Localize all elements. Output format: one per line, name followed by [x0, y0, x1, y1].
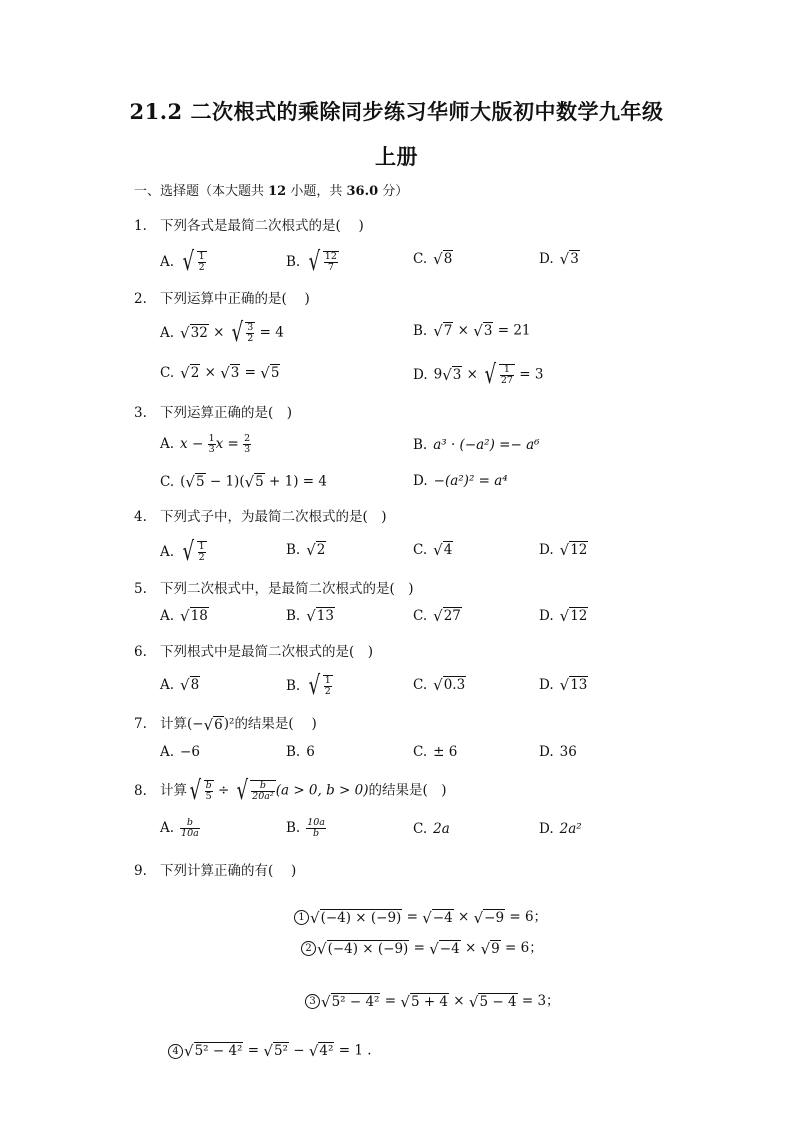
q5-option-c[interactable]: C. √27 — [413, 607, 461, 625]
statement-3: 3 √5² − 4² = √5 + 4 × √5 − 4 = 3； — [305, 989, 560, 1011]
question-number: 5. — [134, 581, 147, 597]
document-title-line2: 上册 — [375, 144, 418, 169]
q1-option-c[interactable] — [413, 250, 453, 268]
q2-option-d[interactable]: D. 9√3 × √ $\frac{1}{27}$ = 3 — [413, 360, 544, 390]
option-label: C. — [413, 676, 428, 693]
q5-option-d[interactable]: D. √12 — [539, 607, 588, 625]
option-label: D. — [539, 607, 554, 624]
q3-option-d[interactable]: D. −(a²)² = a⁴ — [413, 473, 508, 489]
q1-option-d[interactable] — [539, 250, 580, 268]
option-label: C. — [160, 473, 175, 490]
question-number: 6. — [134, 644, 147, 660]
option-label: D. — [413, 366, 428, 383]
q4-option-a[interactable]: A. √ $\frac{1}{2}$ — [160, 537, 205, 567]
question-stem: 计算 — [160, 782, 187, 799]
option-label: B. — [286, 820, 301, 836]
q3-option-c[interactable]: C. (√5 − 1)(√5 + 1) = 4 — [160, 473, 327, 491]
option-label: B. — [286, 677, 301, 694]
option-label: D. — [539, 744, 554, 760]
q8-option-b[interactable]: B. $\frac{10a}{b}$ — [286, 817, 325, 839]
q7-option-b[interactable]: B. 6 — [286, 744, 315, 760]
q4-option-d[interactable]: D. √12 — [539, 541, 588, 559]
circled-number: 1 — [294, 910, 309, 925]
question-stem: 下列根式中是最简二次根式的是( ) — [160, 644, 374, 660]
question-stem: 计算 — [160, 716, 187, 732]
question-stem: 下列运算正确的是( ) — [160, 405, 293, 421]
question-9 — [134, 859, 296, 879]
q7-option-a[interactable]: A. −6 — [160, 744, 200, 760]
option-label: B. — [286, 253, 301, 270]
question-number: 3. — [134, 405, 147, 421]
q5-option-b[interactable]: B. √13 — [286, 607, 334, 625]
option-label: D. — [539, 676, 554, 693]
q7-option-c[interactable]: C. ± 6 — [413, 744, 458, 760]
q1-option-a[interactable] — [160, 247, 207, 277]
section-suffix: 分） — [378, 184, 409, 199]
option-label: D. — [539, 250, 554, 267]
q6-option-d[interactable]: D. √13 — [539, 676, 588, 694]
q6-option-c[interactable]: C. √0.3 — [413, 676, 466, 694]
sqrt-expression: √8 — [433, 250, 453, 268]
question-stem: 下列运算中正确的是( ) — [160, 291, 310, 307]
question-2 — [134, 287, 310, 307]
document-title-line1: 21.2 二次根式的乘除同步练习华师大版初中数学九年级 — [129, 99, 664, 124]
q2-option-c[interactable]: C. √2 × √3 = √5 — [160, 364, 280, 382]
option-label: A. — [160, 436, 175, 452]
question-7: 7. 计算(−√6)²的结果是( ) — [134, 715, 317, 734]
question-count: 12 — [268, 184, 287, 199]
option-label: B. — [286, 541, 301, 558]
option-label: B. — [413, 437, 428, 453]
question-stem: 下列各式是最简二次根式的是( ) — [160, 218, 364, 234]
q5-option-a[interactable]: A. √18 — [160, 607, 208, 625]
statement-1: 1 √(−4) × (−9) = √−4 × √−9 = 6； — [294, 905, 547, 927]
option-label: A. — [160, 607, 175, 624]
statement-2: 2 √(−4) × (−9) = √−4 × √9 = 6； — [301, 936, 543, 958]
option-label: B. — [286, 744, 301, 760]
section-middle: 小题，共 — [286, 184, 347, 199]
circled-number: 2 — [301, 941, 316, 956]
question-number: 8. — [134, 782, 147, 799]
sqrt-expression: √ $\frac{12}{7}$ — [308, 247, 337, 277]
option-label: A. — [160, 820, 175, 836]
q2-option-a[interactable]: A. √32 × √ $\frac{3}{2}$ = 4 — [160, 318, 284, 348]
question-1 — [134, 214, 364, 234]
fraction: $\frac{1}{2}$ — [198, 251, 205, 273]
question-number: 7. — [134, 716, 147, 732]
q2-option-b[interactable]: B. √7 × √3 = 21 — [413, 322, 531, 340]
q8-option-a[interactable]: A. $\frac{b}{10a}$ — [160, 817, 199, 839]
option-label: D. — [539, 821, 554, 837]
option-label: A. — [160, 253, 175, 270]
section-prefix: 一、选择题（本大题共 — [134, 184, 269, 199]
question-number: 4. — [134, 509, 147, 525]
option-label: C. — [413, 821, 428, 837]
q7-option-d[interactable]: D. 36 — [539, 744, 577, 760]
option-label: B. — [286, 607, 301, 624]
option-label: C. — [413, 744, 428, 760]
question-number: 9. — [134, 863, 147, 879]
question-stem: 下列计算正确的有( ) — [160, 863, 297, 879]
option-label: B. — [413, 322, 428, 339]
question-stem: 下列式子中，为最简二次根式的是( ) — [160, 509, 387, 525]
option-label: C. — [413, 607, 428, 624]
circled-number: 3 — [305, 994, 320, 1009]
option-label: A. — [160, 744, 175, 760]
statement-4: 4 √5² − 4² = √5² − √4² = 1 . — [168, 1042, 372, 1060]
sqrt-expression: √ $\frac{1}{2}$ — [182, 247, 205, 277]
section-heading — [134, 180, 408, 199]
option-label: C. — [413, 541, 428, 558]
option-label: C. — [160, 364, 175, 381]
fraction: $\frac{12}{7}$ — [324, 251, 337, 273]
question-number: 2. — [134, 291, 147, 307]
question-stem: 下列二次根式中，是最简二次根式的是( ) — [160, 581, 414, 597]
question-4 — [134, 505, 387, 525]
option-label: C. — [413, 250, 428, 267]
q3-option-b[interactable]: B. a³ · (−a²) =− a⁶ — [413, 437, 540, 453]
q4-option-b[interactable]: B. √2 — [286, 541, 326, 559]
q8-option-d[interactable]: D. 2a² — [539, 821, 582, 837]
q8-option-c[interactable]: C. 2a — [413, 821, 450, 837]
question-6 — [134, 640, 373, 660]
sqrt-expression: √3 — [559, 250, 579, 268]
question-number: 1. — [134, 218, 147, 234]
option-label: D. — [413, 473, 428, 489]
option-label: A. — [160, 676, 175, 693]
q1-option-b[interactable] — [286, 247, 339, 277]
q4-option-c[interactable]: C. √4 — [413, 541, 453, 559]
option-label: A. — [160, 324, 175, 341]
option-label: A. — [160, 543, 175, 560]
option-label: D. — [539, 541, 554, 558]
q3-option-a[interactable]: A. x − $\frac{1}{3}$ x = $\frac{2}{3}$ — [160, 433, 251, 455]
question-3 — [134, 401, 292, 421]
q6-option-b[interactable]: B. √ $\frac{1}{2}$ — [286, 671, 331, 701]
question-8: 8. 计算√ $\frac{b}{5}$ ÷ √ $\frac{b}{\text{20a²}}$ (a > 0, b > 0)的结果是( ) — [134, 776, 447, 806]
question-5 — [134, 577, 414, 597]
q6-option-a[interactable]: A. √8 — [160, 676, 200, 694]
total-score: 36.0 — [346, 184, 379, 199]
circled-number: 4 — [168, 1044, 183, 1059]
